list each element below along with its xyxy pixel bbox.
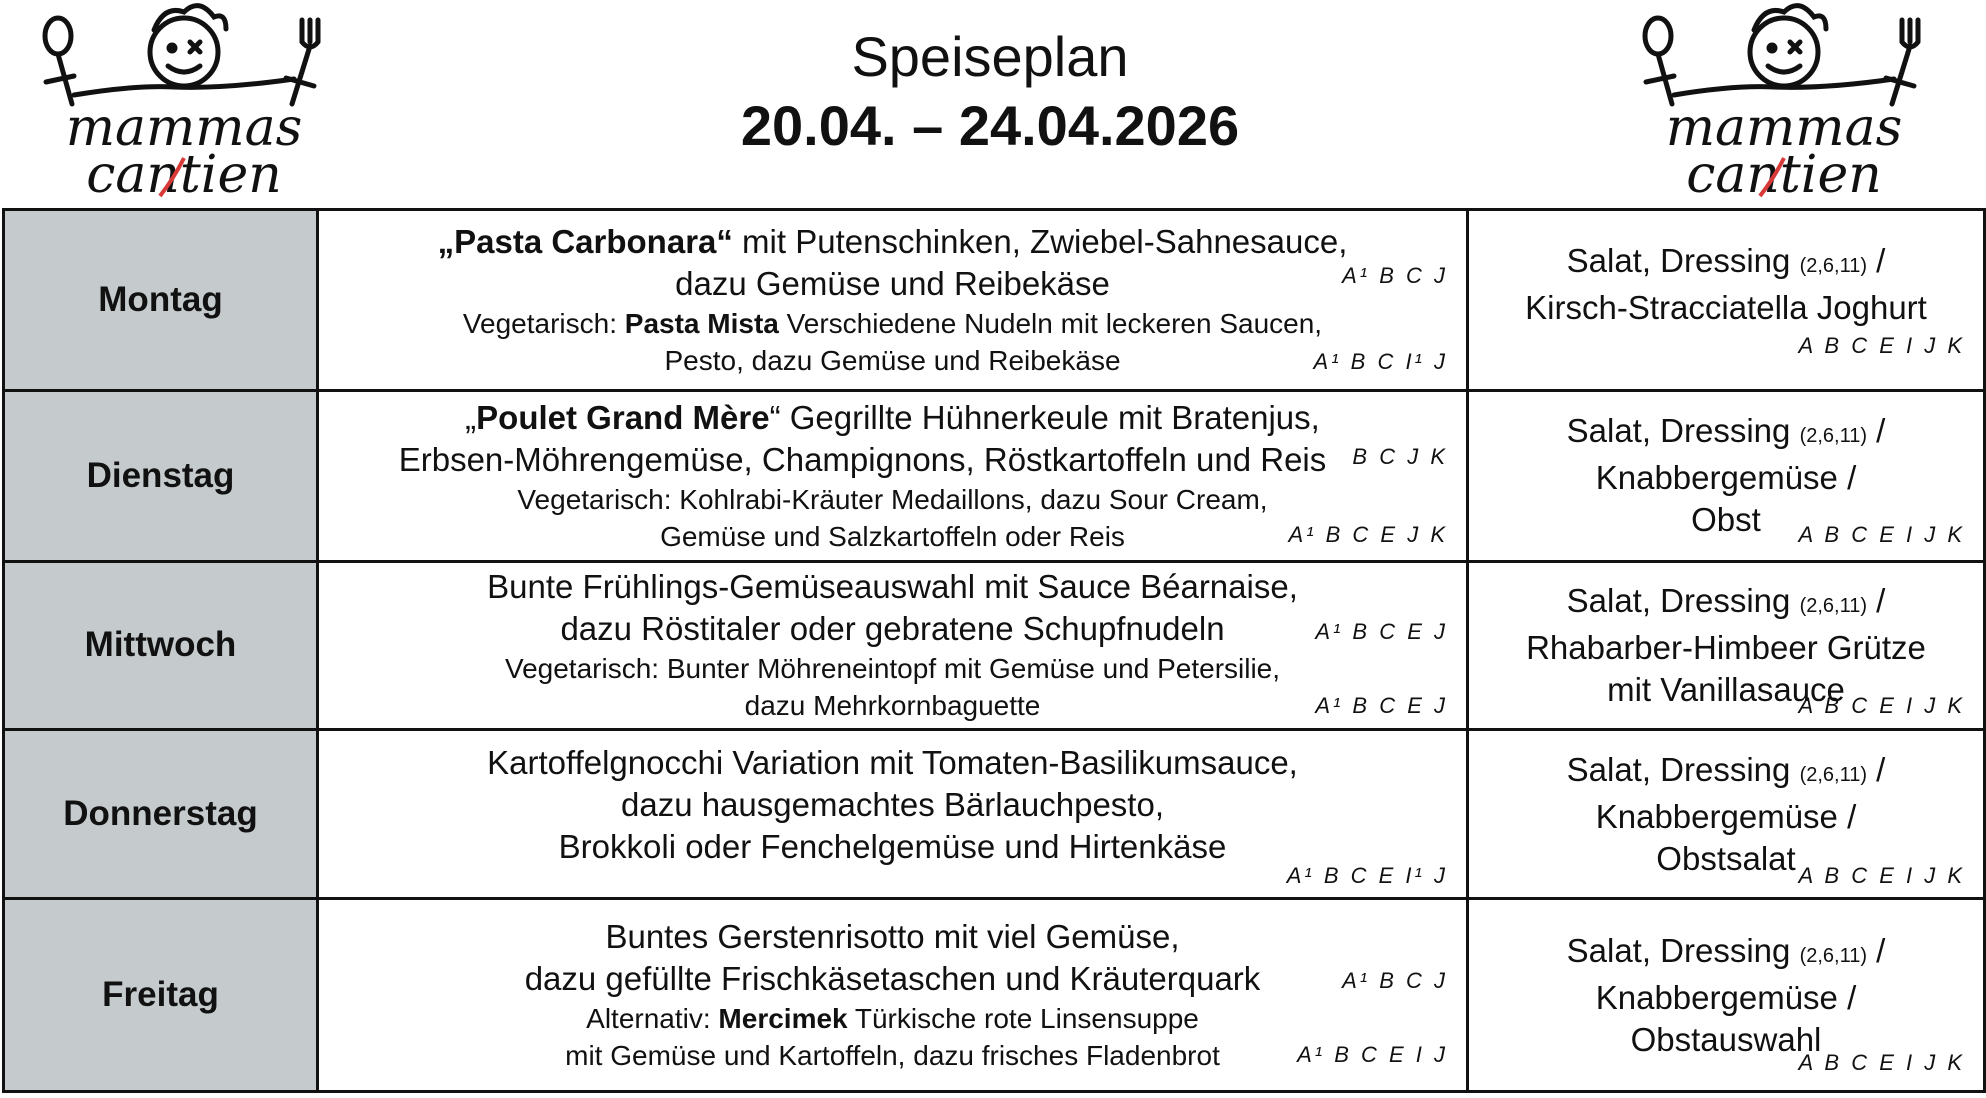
- veg-text: Verschiedene Nudeln mit leckeren Saucen,: [778, 307, 1323, 339]
- side-text: Salat, Dressing: [1566, 931, 1791, 969]
- side-text: Salat, Dressing: [1566, 750, 1791, 788]
- side-line: [1469, 749, 1983, 796]
- veg-line: mit Gemüse und Kartoffeln, dazu frisches Fladenbrot: [565, 1040, 1220, 1072]
- veg-line: Gemüse und Salzkartoffeln oder Reis: [660, 520, 1125, 552]
- menu-table: [2, 208, 1986, 1093]
- table-row: [4, 899, 1985, 1092]
- allergen-codes: A¹ B C E J: [1315, 692, 1448, 718]
- side-dish-cell: [1468, 899, 1985, 1092]
- veg-line: dazu Mehrkornbaguette: [744, 690, 1041, 722]
- side-line: Knabbergemüse /: [1595, 978, 1857, 1016]
- allergen-codes: A¹ B C E I¹ J: [1286, 863, 1448, 889]
- additive-codes: (2,6,11): [1799, 255, 1868, 278]
- page-heading: [600, 22, 1380, 160]
- side-line: [1469, 240, 1983, 287]
- dish-line: [319, 221, 1466, 263]
- day-cell: Montag: [4, 210, 318, 391]
- additive-codes: (2,6,11): [1799, 763, 1868, 786]
- dish-text: „: [465, 398, 477, 436]
- veg-line: Pesto, dazu Gemüse und Reibekäse: [664, 344, 1121, 376]
- side-line: [1469, 930, 1983, 977]
- logo-text-line2: cantien: [86, 145, 282, 205]
- page-title: Speiseplan: [851, 25, 1129, 88]
- side-line: Knabbergemüse /: [1595, 459, 1857, 497]
- side-line: Obstauswahl: [1630, 1020, 1822, 1058]
- table-row: [4, 390, 1985, 561]
- logo-text-line1: mammas: [1665, 98, 1903, 158]
- additive-codes: (2,6,11): [1799, 594, 1868, 617]
- mammas-cantien-logo-right: [1634, 0, 1934, 205]
- side-text: Salat, Dressing: [1566, 242, 1791, 280]
- side-text: /: [1867, 242, 1886, 280]
- side-dish-cell: [1468, 390, 1985, 561]
- allergen-codes: A B C E I J K: [1798, 863, 1965, 889]
- dish-text: “ Gegrillte Hühnerkeule mit Bratenjus,: [769, 398, 1320, 436]
- veg-line: Vegetarisch: Bunter Möhreneintopf mit Gemüse und Petersilie,: [504, 653, 1281, 685]
- veg-line: [319, 305, 1466, 342]
- main-dish-cell: [318, 730, 1468, 899]
- dish-name: „Pasta Carbonara“: [437, 222, 733, 260]
- veg-text: Türkische rote Linsensuppe: [847, 1003, 1199, 1035]
- mascot-icon: [34, 0, 334, 205]
- veg-prefix: Vegetarisch:: [462, 307, 625, 339]
- dish-text: mit Putenschinken, Zwiebel-Sahnesauce,: [732, 222, 1348, 260]
- side-dish-cell: [1468, 210, 1985, 391]
- veg-dish-name: Mercimek: [718, 1003, 848, 1035]
- allergen-codes: A¹ B C J: [1342, 968, 1448, 994]
- side-dish-cell: [1468, 561, 1985, 730]
- dish-name: Poulet Grand Mère: [476, 398, 770, 436]
- allergen-codes: B C J K: [1352, 443, 1448, 469]
- additive-codes: (2,6,11): [1799, 944, 1868, 967]
- additive-codes: (2,6,11): [1799, 425, 1868, 448]
- table-row: [4, 561, 1985, 730]
- side-line: Rhabarber-Himbeer Grütze: [1526, 628, 1926, 666]
- day-cell: Dienstag: [4, 390, 318, 561]
- side-line: [1469, 410, 1983, 457]
- allergen-codes: A¹ B C I¹ J: [1313, 349, 1448, 374]
- main-dish-cell: [318, 390, 1468, 561]
- allergen-codes: A B C E I J K: [1798, 333, 1965, 358]
- side-dish-cell: [1468, 730, 1985, 899]
- dish-line: Erbsen-Möhrengemüse, Champignons, Röstkartoffeln und Reis: [398, 440, 1327, 478]
- dish-line: Buntes Gerstenrisotto mit viel Gemüse,: [605, 918, 1180, 956]
- date-range: 20.04. – 24.04.2026: [740, 94, 1240, 157]
- logo-text-line1: mammas: [65, 98, 303, 158]
- table-row: [4, 210, 1985, 391]
- side-line: mit Vanillasauce: [1607, 670, 1845, 708]
- side-text: /: [1867, 750, 1886, 788]
- day-cell: Mittwoch: [4, 561, 318, 730]
- dish-line: Brokkoli oder Fenchelgemüse und Hirtenkäse: [558, 828, 1227, 866]
- allergen-codes: A¹ B C E J K: [1288, 521, 1448, 547]
- side-text: Salat, Dressing: [1566, 412, 1791, 450]
- table-row: [4, 730, 1985, 899]
- dish-line: dazu gefüllte Frischkäsetaschen und Kräuterquark: [524, 960, 1261, 998]
- dish-line: dazu Gemüse und Reibekäse: [675, 264, 1110, 302]
- mascot-icon: [1634, 0, 1934, 205]
- side-text: /: [1867, 931, 1886, 969]
- dish-line: dazu hausgemachtes Bärlauchpesto,: [620, 786, 1165, 824]
- side-line: [1469, 580, 1983, 627]
- dish-line: dazu Röstitaler oder gebratene Schupfnudeln: [560, 610, 1225, 648]
- allergen-codes: A B C E I J K: [1798, 1050, 1965, 1076]
- side-line: Knabbergemüse /: [1595, 797, 1857, 835]
- main-dish-cell: [318, 210, 1468, 391]
- veg-line: [319, 1000, 1466, 1037]
- allergen-codes: A B C E I J K: [1798, 692, 1965, 718]
- side-line: Kirsch-Stracciatella Joghurt: [1525, 289, 1927, 327]
- dish-line: Bunte Frühlings-Gemüseauswahl mit Sauce Béarnaise,: [487, 568, 1298, 606]
- veg-line: Vegetarisch: Kohlrabi-Kräuter Medaillons, dazu Sour Cream,: [517, 483, 1268, 515]
- day-cell: Donnerstag: [4, 730, 318, 899]
- allergen-codes: A¹ B C J: [1342, 263, 1448, 288]
- side-line: Obstsalat: [1656, 839, 1796, 877]
- logo-text-line2: cantien: [1686, 145, 1882, 205]
- allergen-codes: A B C E I J K: [1798, 521, 1965, 547]
- side-text: Salat, Dressing: [1566, 581, 1791, 619]
- main-dish-cell: [318, 561, 1468, 730]
- dish-line: [319, 397, 1466, 439]
- side-line: Obst: [1691, 501, 1761, 539]
- side-text: /: [1867, 581, 1886, 619]
- veg-prefix: Alternativ:: [586, 1003, 719, 1035]
- side-text: /: [1867, 412, 1886, 450]
- allergen-codes: A¹ B C E J: [1315, 618, 1448, 644]
- allergen-codes: A¹ B C E I J: [1297, 1042, 1448, 1068]
- dish-line: Kartoffelgnocchi Variation mit Tomaten-Basilikumsauce,: [487, 744, 1298, 782]
- veg-dish-name: Pasta Mista: [624, 307, 779, 339]
- main-dish-cell: [318, 899, 1468, 1092]
- mammas-cantien-logo-left: [34, 0, 334, 205]
- day-cell: Freitag: [4, 899, 318, 1092]
